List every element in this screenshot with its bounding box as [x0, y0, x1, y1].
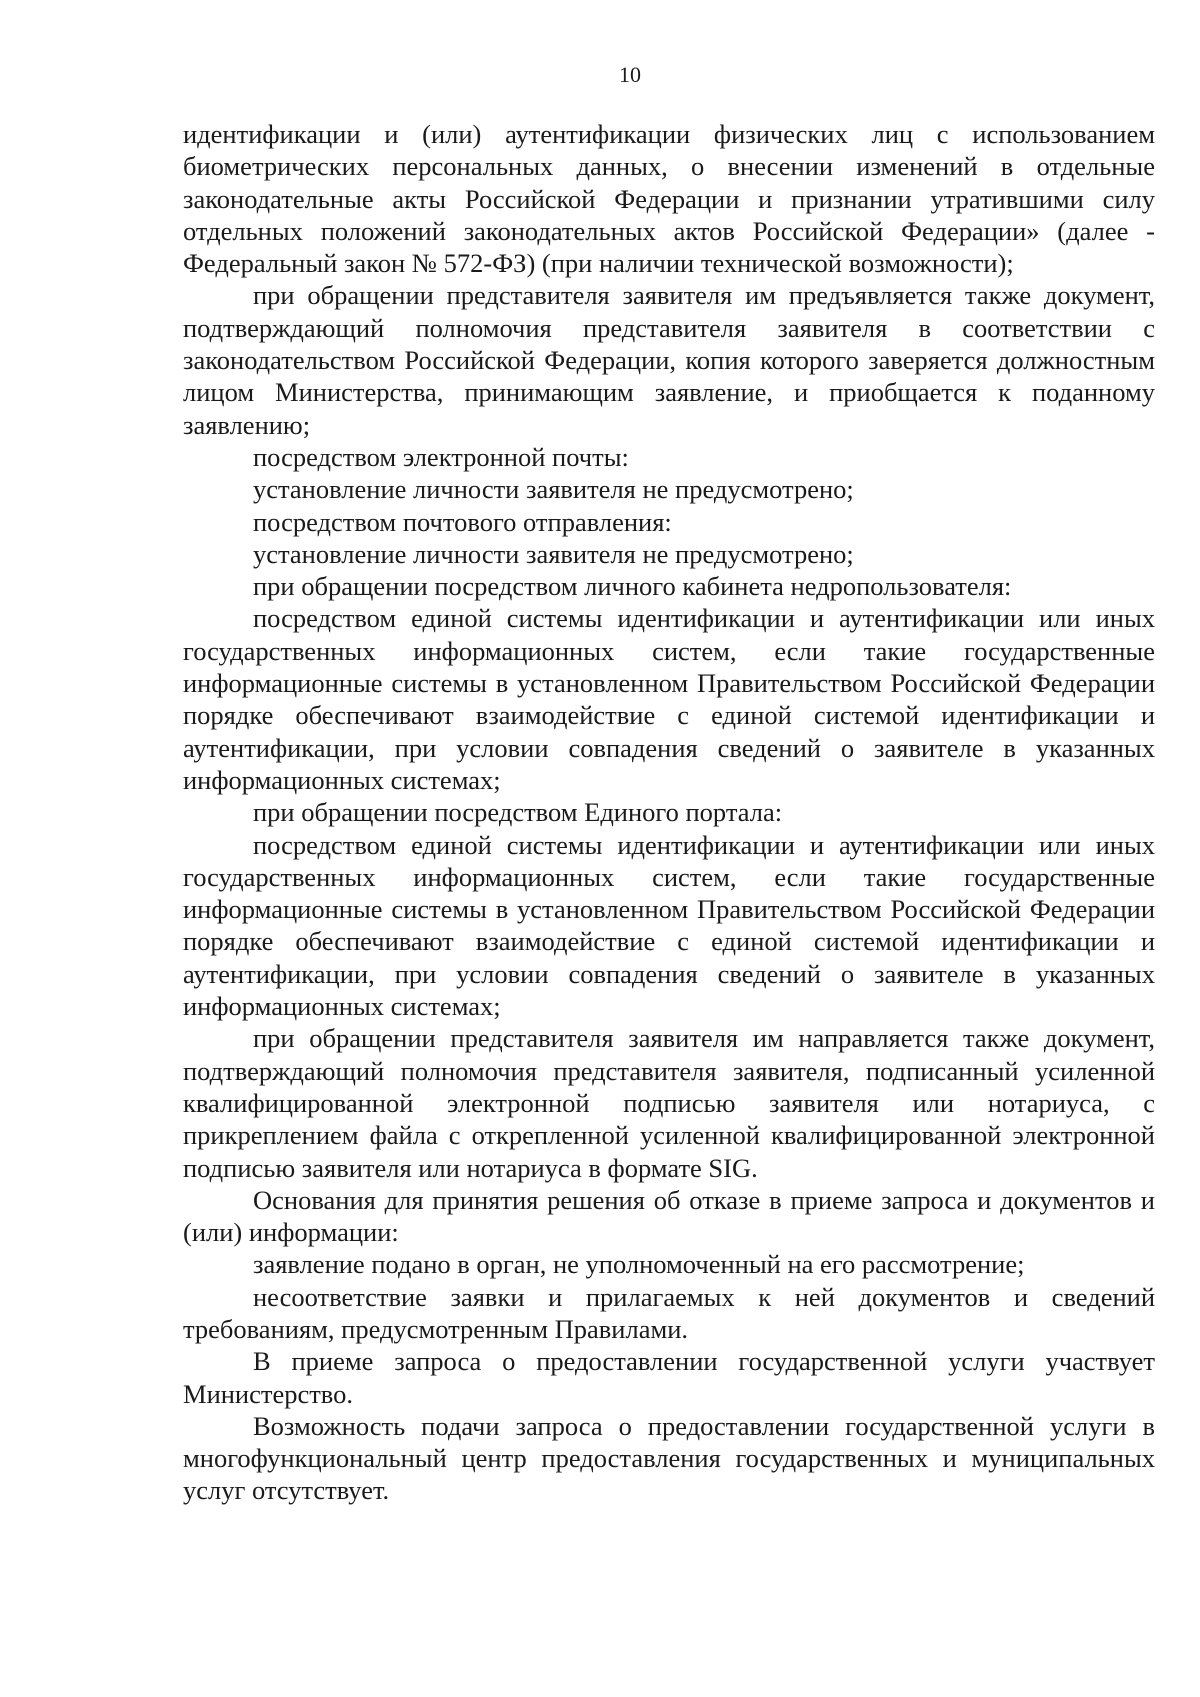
paragraph: посредством почтового отправления: [253, 506, 672, 537]
paragraph: Основания для принятия решения об отказе в приеме запроса и документов и (или) информации: [183, 1184, 1155, 1248]
paragraph: посредством единой системы идентификации и аутентификации или иных государственных информационных систем, если такие государственные информационные системы в установленном Правительством Российской Федерации порядке обеспечивают взаимодействие с единой системой идентификации и аутентификации, при условии совпадения сведений о заявителе в указанных информационных системах; [183, 829, 1155, 1022]
paragraph: установление личности заявителя не предусмотрено; [253, 538, 854, 569]
page-number: 10 [619, 62, 641, 87]
paragraph: Возможность подачи запроса о предоставлении государственной услуги в многофункциональный центр предоставления государственных и муниципальных услуг отсутствует. [183, 1410, 1155, 1506]
paragraph: при обращении посредством личного кабинета недропользователя: [253, 571, 1012, 602]
paragraph: посредством единой системы идентификации и аутентификации или иных государственных информационных систем, если такие государственные информационные системы в установленном Правительством Российской Федерации порядке обеспечивают взаимодействие с единой системой идентификации и аутентификации, при условии совпадения сведений о заявителе в указанных информационных системах; [183, 603, 1155, 795]
paragraph: В приеме запроса о предоставлении государственной услуги участвует Министерство. [183, 1346, 1155, 1409]
paragraph: при обращении представителя заявителя им направляется также документ, подтверждающий полномочия представителя заявителя, подписанный усиленной квалифицированной электронной подписью заявителя или нотариуса, с прикреплением файла с открепленной усиленной квалифицированной электронной подписью заявителя или нотариуса в формате SIG. [183, 1023, 1155, 1183]
paragraph: при обращении посредством Единого портала: [253, 797, 783, 828]
paragraph: заявление подано в орган, не уполномоченный на его рассмотрение; [253, 1249, 1025, 1280]
paragraph: посредством электронной почты: [253, 441, 629, 472]
document-body [183, 118, 1155, 1507]
paragraph: установление личности заявителя не предусмотрено; [253, 474, 854, 505]
paragraph: несоответствие заявки и прилагаемых к ней документов и сведений требованиям, предусмотренным Правилами. [183, 1281, 1155, 1344]
paragraph: при обращении представителя заявителя им предъявляется также документ, подтверждающий полномочия представителя заявителя в соответствии с законодательством Российской Федерации, копия которого заверяется должностным лицом Министерства, принимающим заявление, и приобщается к поданному заявлению; [183, 280, 1155, 440]
paragraph: идентификации и (или) аутентификации физических лиц с использованием биометрических персональных данных, о внесении изменений в отдельные законодательные акты Российской Федерации и признании утратившими силу отдельных положений законодательных актов Российской Федерации» (далее - Федеральный закон № 572-ФЗ) (при наличии технической возможности); [183, 119, 1155, 279]
